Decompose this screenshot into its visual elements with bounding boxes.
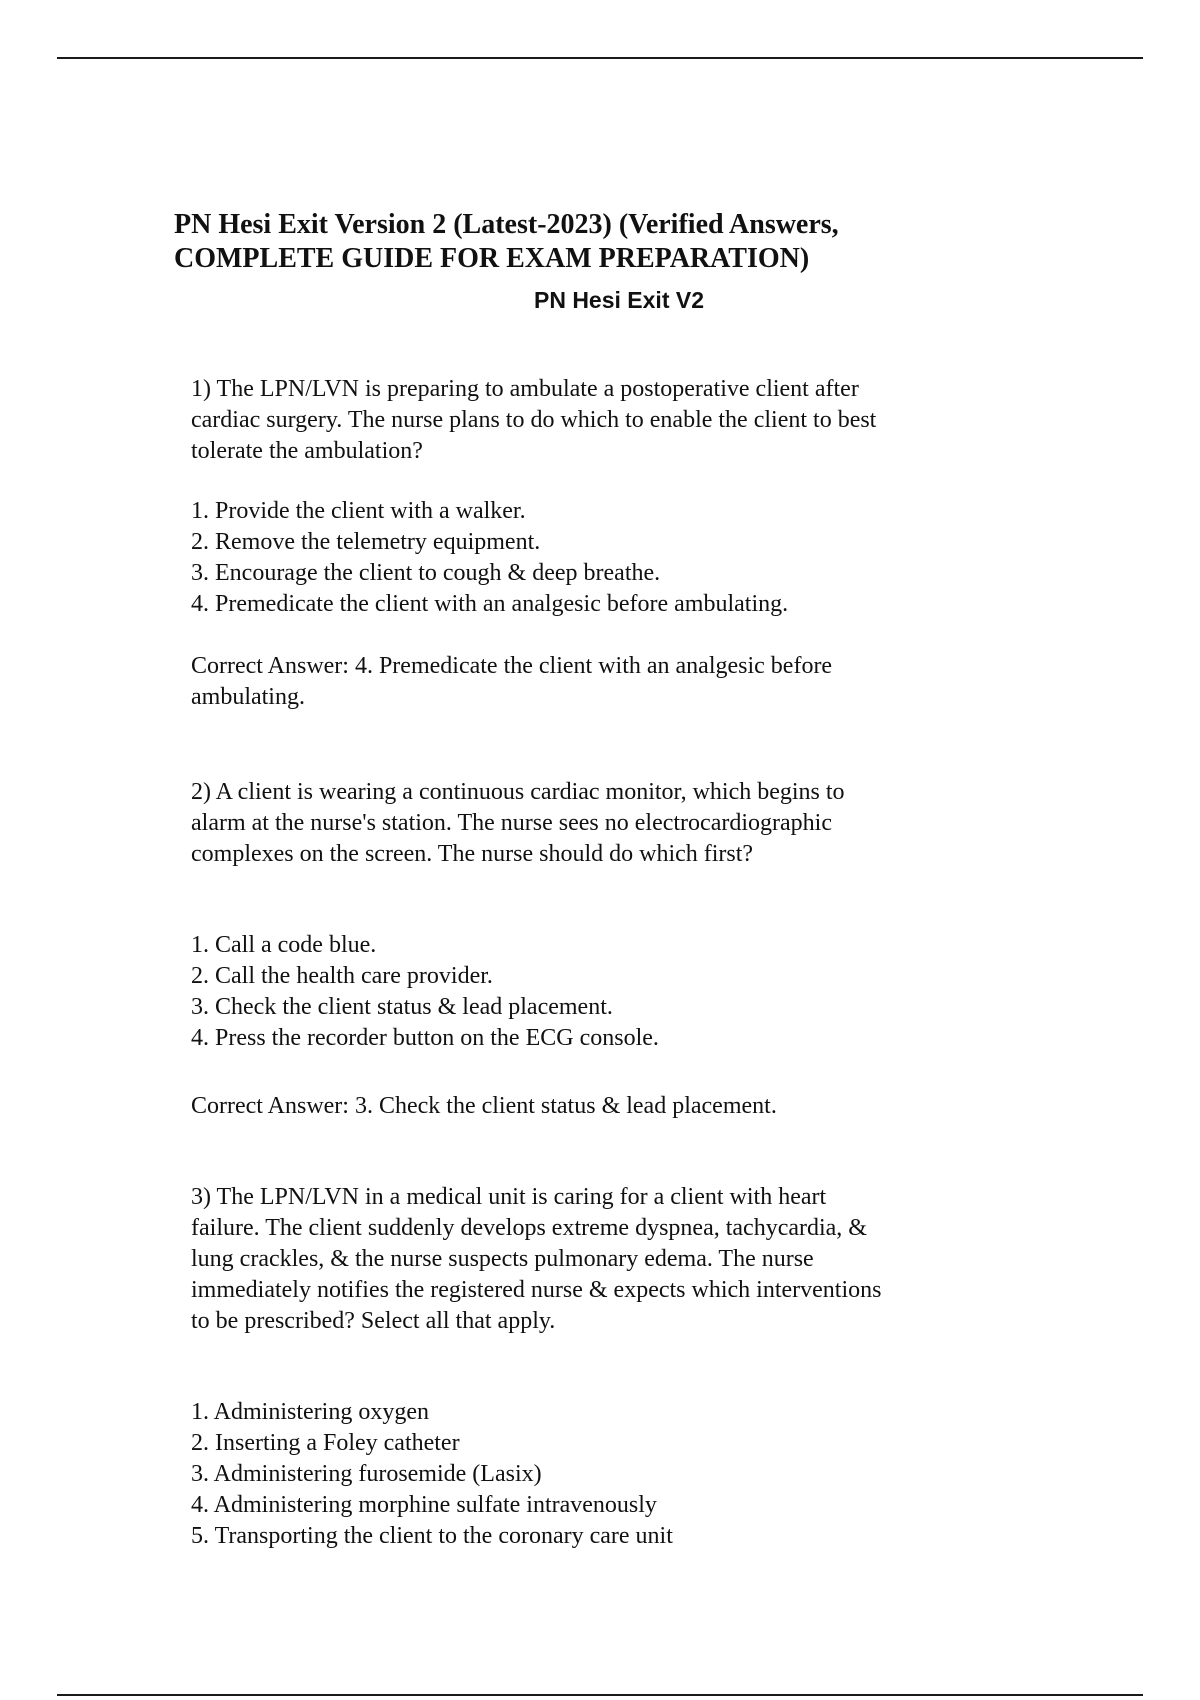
stem-line: 2) A client is wearing a continuous cardiac monitor, which begins to (191, 779, 845, 805)
stem-line: 1) The LPN/LVN is preparing to ambulate a postoperative client after (191, 376, 859, 402)
question-3-stem (191, 1182, 1011, 1337)
option-1: 1. Provide the client with a walker. (191, 498, 526, 524)
header-rule (57, 57, 1143, 59)
question-2-options (191, 930, 1011, 1054)
title-line-2: COMPLETE GUIDE FOR EXAM PREPARATION) (174, 243, 810, 274)
stem-line: cardiac surgery. The nurse plans to do which to enable the client to best (191, 407, 877, 433)
stem-line: alarm at the nurse's station. The nurse sees no electrocardiographic (191, 810, 832, 836)
footer-rule (57, 1694, 1143, 1696)
option-4: 4. Administering morphine sulfate intravenously (191, 1492, 657, 1518)
option-1: 1. Call a code blue. (191, 932, 377, 958)
answer-line: ambulating. (191, 684, 305, 710)
question-3-options (191, 1397, 1011, 1552)
stem-line: 3) The LPN/LVN in a medical unit is caring for a client with heart (191, 1184, 827, 1210)
option-3: 3. Administering furosemide (Lasix) (191, 1461, 542, 1487)
stem-line: tolerate the ambulation? (191, 438, 423, 464)
question-1-answer (191, 651, 1011, 713)
stem-line: failure. The client suddenly develops extreme dyspnea, tachycardia, & (191, 1215, 867, 1241)
stem-line: complexes on the screen. The nurse should do which first? (191, 841, 754, 867)
question-1-stem (191, 374, 1011, 467)
option-4: 4. Press the recorder button on the ECG console. (191, 1025, 659, 1051)
option-3: 3. Check the client status & lead placement. (191, 994, 613, 1020)
document-subtitle: PN Hesi Exit V2 (533, 287, 705, 313)
option-4: 4. Premedicate the client with an analgesic before ambulating. (191, 591, 789, 617)
stem-line: lung crackles, & the nurse suspects pulmonary edema. The nurse (191, 1246, 814, 1272)
title-line-1: PN Hesi Exit Version 2 (Latest-2023) (Verified Answers, (174, 209, 839, 240)
option-2: 2. Inserting a Foley catheter (191, 1430, 460, 1456)
option-3: 3. Encourage the client to cough & deep breathe. (191, 560, 661, 586)
option-1: 1. Administering oxygen (191, 1399, 429, 1425)
option-5: 5. Transporting the client to the coronary care unit (191, 1523, 673, 1549)
option-2: 2. Call the health care provider. (191, 963, 493, 989)
stem-line: to be prescribed? Select all that apply. (191, 1308, 556, 1334)
answer-line: Correct Answer: 4. Premedicate the client with an analgesic before (191, 653, 833, 679)
document-title (174, 208, 1074, 276)
answer-line: Correct Answer: 3. Check the client status & lead placement. (191, 1093, 777, 1119)
question-1-options (191, 496, 1011, 620)
question-2-stem (191, 777, 1011, 870)
stem-line: immediately notifies the registered nurse & expects which interventions (191, 1277, 882, 1303)
option-2: 2. Remove the telemetry equipment. (191, 529, 541, 555)
question-2-answer (191, 1091, 1011, 1122)
